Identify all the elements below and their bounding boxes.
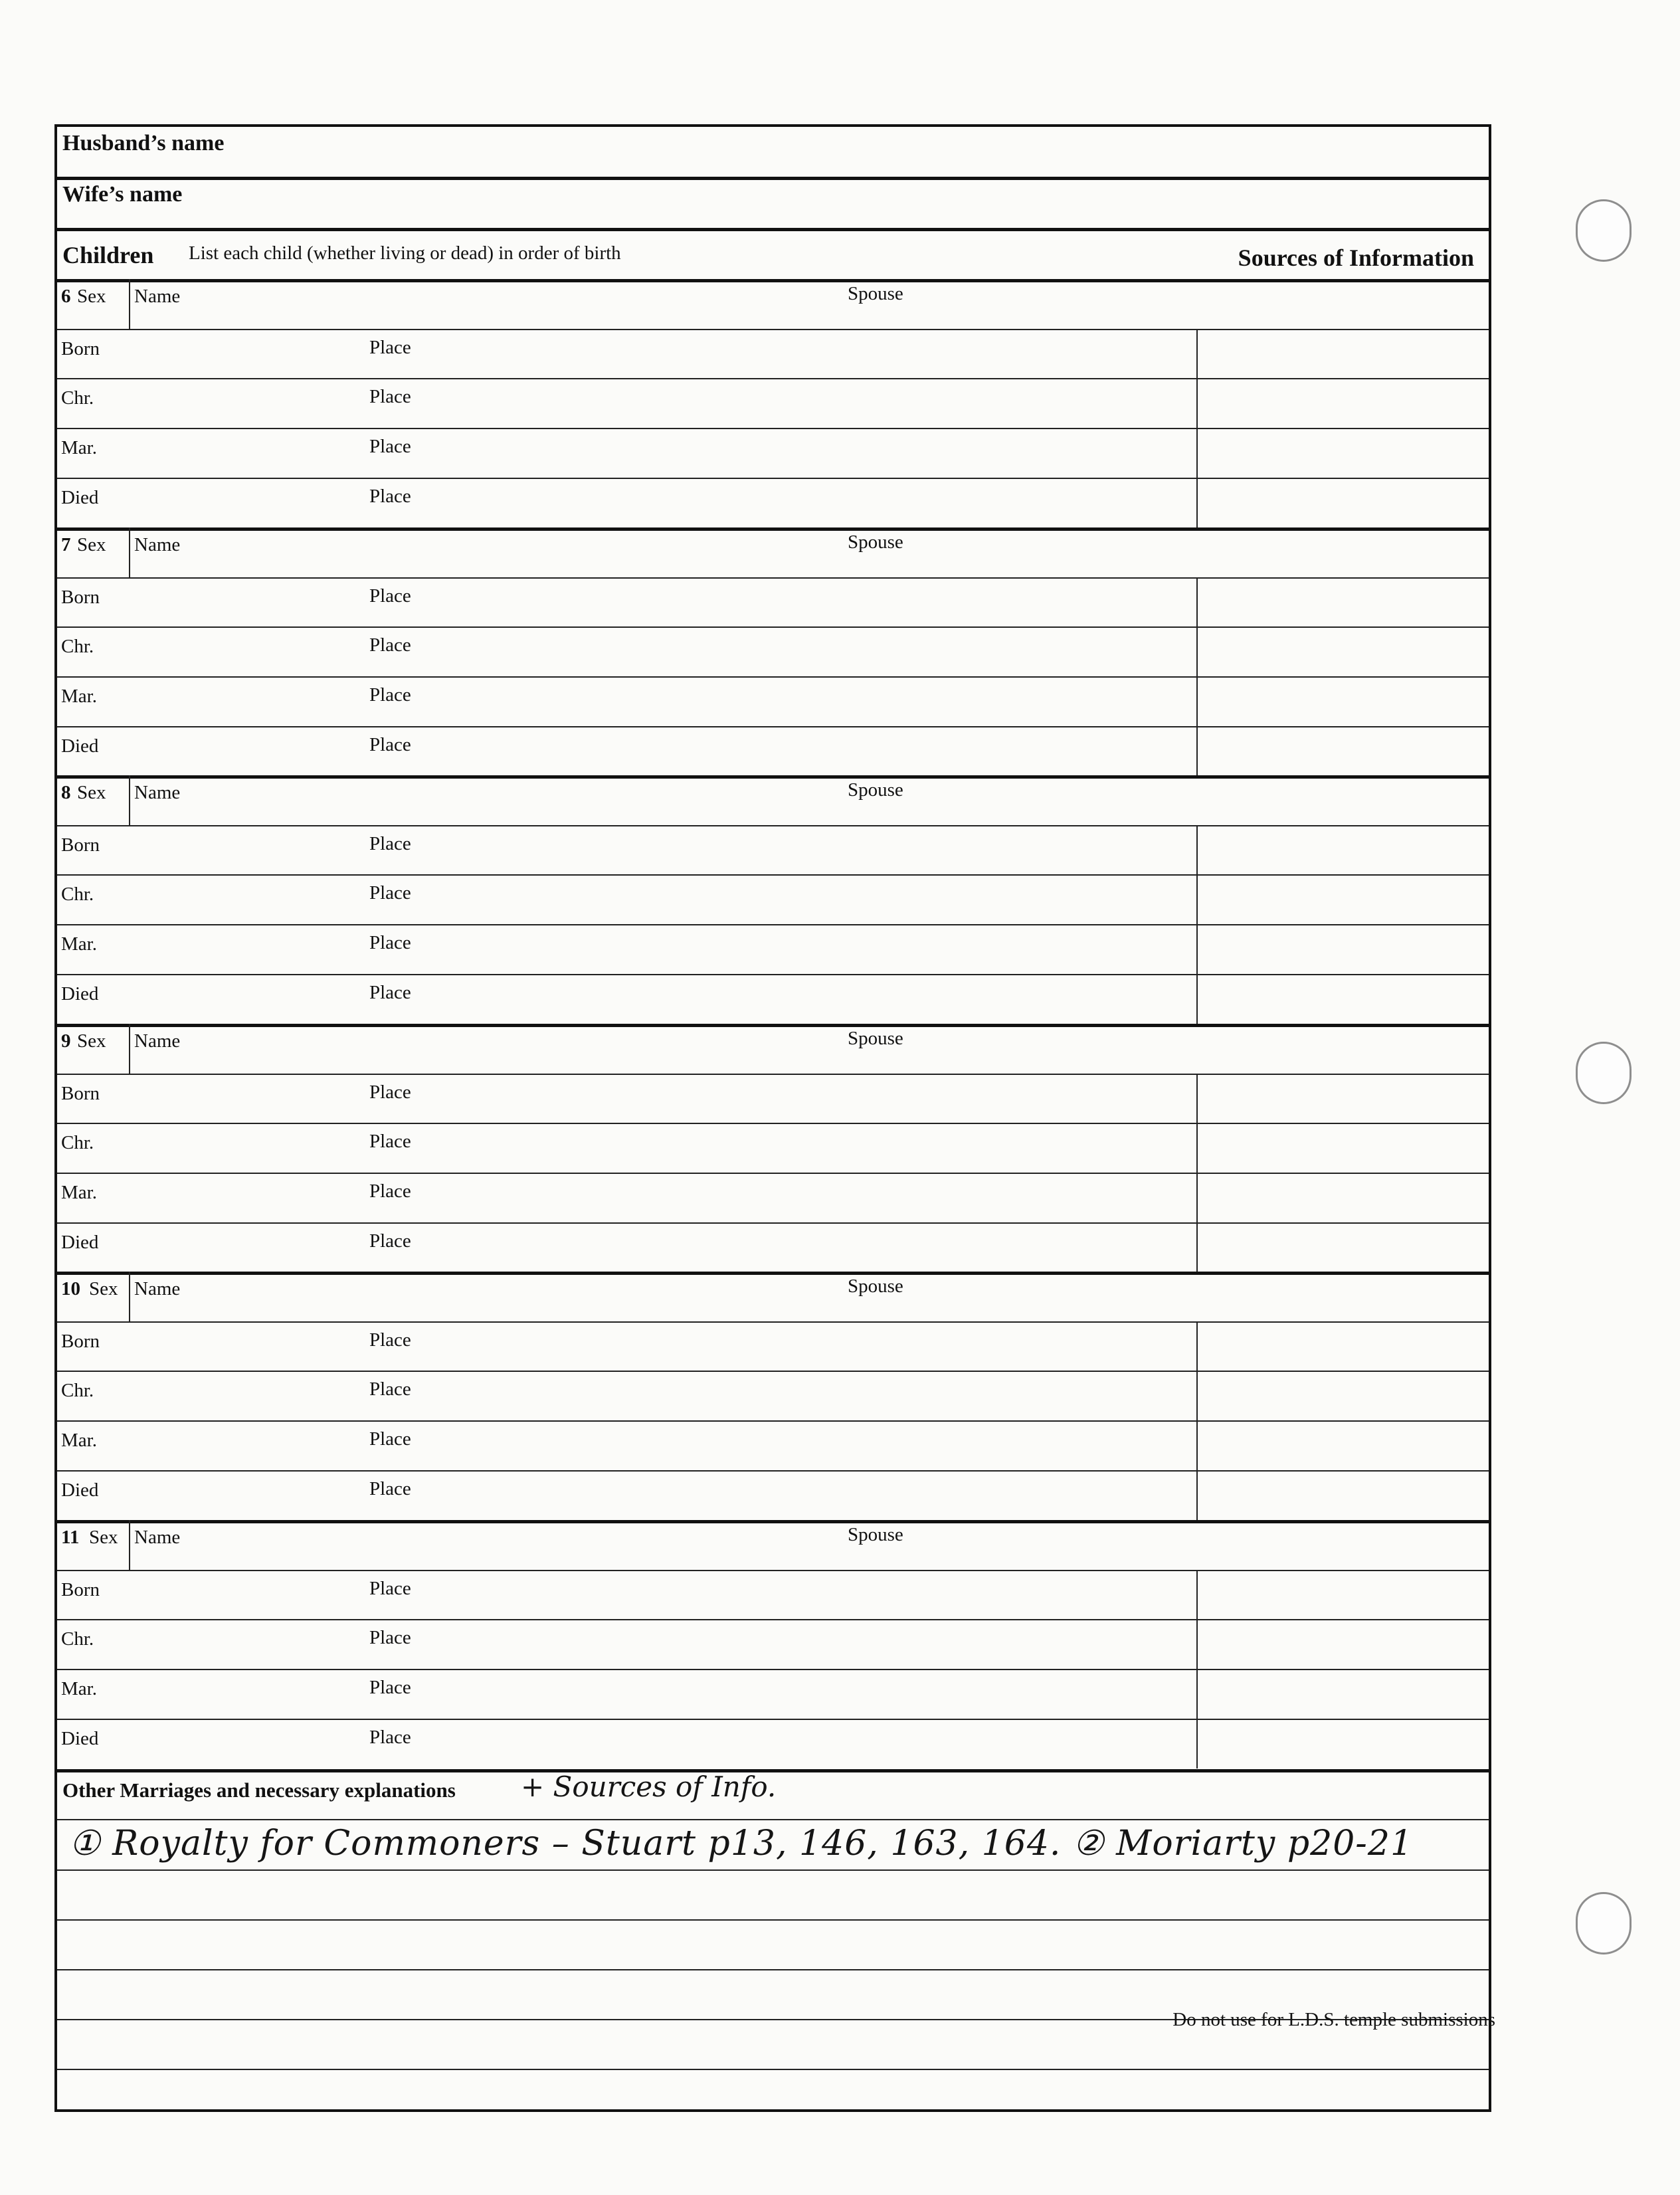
child-chr-place-field[interactable]: Place: [369, 386, 411, 407]
row-line: [57, 676, 1489, 678]
row-line: [57, 626, 1489, 628]
row-line: [57, 1222, 1489, 1224]
ruled-line: [57, 1869, 1489, 1871]
handwritten-sources-note: + Sources of Info.: [521, 1770, 777, 1803]
child-mar-place-field[interactable]: Place: [369, 1428, 411, 1450]
child-chr-label[interactable]: Chr.: [61, 387, 94, 409]
row-line: [57, 924, 1489, 925]
child-mar-label[interactable]: Mar.: [61, 1182, 97, 1203]
row-line: [57, 1570, 1489, 1571]
child-mar-place-field[interactable]: Place: [369, 436, 411, 457]
husband-name-label: Husband’s name: [62, 131, 225, 155]
child-mar-place-field[interactable]: Place: [369, 1181, 411, 1202]
child-mar-place-field[interactable]: Place: [369, 1677, 411, 1698]
child-mar-label[interactable]: Mar.: [61, 437, 97, 458]
child-born-label[interactable]: Born: [61, 834, 100, 856]
child-divider: [57, 527, 1489, 531]
ruled-line: [57, 1919, 1489, 1921]
row-line: [57, 1123, 1489, 1124]
child-chr-place-field[interactable]: Place: [369, 1379, 411, 1400]
child-name-field[interactable]: Name: [134, 1527, 181, 1548]
row-line: [57, 428, 1489, 429]
ruled-line: [57, 1969, 1489, 1970]
child-spouse-field[interactable]: Spouse: [848, 283, 903, 304]
row-line: [57, 1074, 1489, 1075]
row-line: [57, 1619, 1489, 1620]
wife-row[interactable]: [57, 178, 1489, 228]
child-number: 9: [61, 1030, 71, 1052]
child-died-label[interactable]: Died: [61, 983, 99, 1004]
child-number: 10: [61, 1278, 80, 1299]
children-header: [57, 229, 1489, 279]
children-label: Children: [62, 242, 154, 268]
sources-column-divider: [1196, 577, 1198, 776]
footer-note: Do not use for L.D.S. temple submissions: [1172, 2009, 1495, 2030]
child-died-label[interactable]: Died: [61, 1728, 99, 1749]
wife-name-label: Wife’s name: [62, 182, 183, 207]
child-born-label[interactable]: Born: [61, 338, 100, 359]
row-line: [57, 577, 1489, 579]
child-number: 6: [61, 286, 71, 307]
child-born-place-field[interactable]: Place: [369, 1578, 411, 1599]
sources-column-divider: [1196, 1074, 1198, 1272]
ruled-line: [57, 1819, 1489, 1820]
sex-divider: [129, 775, 130, 825]
sources-of-information-label: Sources of Information: [1238, 244, 1474, 271]
child-born-place-field[interactable]: Place: [369, 337, 411, 358]
child-born-place-field[interactable]: Place: [369, 585, 411, 607]
child-name-field[interactable]: Name: [134, 1278, 181, 1299]
row-line: [57, 478, 1489, 479]
sex-divider: [129, 1520, 130, 1570]
binder-hole-bottom: [1576, 1892, 1632, 1955]
other-marriages-label: Other Marriages and necessary explanations: [62, 1778, 456, 1802]
row-line: [57, 1420, 1489, 1422]
child-sex-label: Sex: [77, 534, 106, 555]
row-line: [57, 1371, 1489, 1372]
row-line: [57, 825, 1489, 826]
child-mar-label[interactable]: Mar.: [61, 933, 97, 955]
child-died-place-field[interactable]: Place: [369, 734, 411, 755]
child-chr-label[interactable]: Chr.: [61, 636, 94, 657]
child-spouse-field[interactable]: Spouse: [848, 779, 903, 801]
child-died-place-field[interactable]: Place: [369, 486, 411, 507]
child-sex-label: Sex: [77, 286, 106, 307]
child-divider: [57, 1024, 1489, 1027]
husband-row[interactable]: [57, 127, 1489, 177]
row-line: [57, 1470, 1489, 1472]
child-chr-label[interactable]: Chr.: [61, 884, 94, 905]
child-divider: [57, 1272, 1489, 1275]
sources-column-divider: [1196, 329, 1198, 527]
ruled-line: [57, 2069, 1489, 2070]
sex-divider: [129, 527, 130, 577]
sources-column-divider: [1196, 825, 1198, 1024]
child-divider: [57, 775, 1489, 779]
child-spouse-field[interactable]: Spouse: [848, 1276, 903, 1297]
child-sex-label: Sex: [77, 782, 106, 803]
child-mar-label[interactable]: Mar.: [61, 1430, 97, 1451]
row-line: [57, 874, 1489, 876]
child-sex-label: Sex: [89, 1278, 118, 1299]
child-mar-label[interactable]: Mar.: [61, 1678, 97, 1699]
child-block: [57, 775, 1489, 1024]
sex-divider: [129, 1272, 130, 1321]
child-born-place-field[interactable]: Place: [369, 833, 411, 854]
sex-divider: [129, 1024, 130, 1074]
child-name-field[interactable]: Name: [134, 1030, 181, 1052]
child-name-field[interactable]: Name: [134, 782, 181, 803]
child-died-place-field[interactable]: Place: [369, 1478, 411, 1499]
child-block: [57, 1024, 1489, 1272]
child-chr-place-field[interactable]: Place: [369, 1627, 411, 1648]
child-born-place-field[interactable]: Place: [369, 1329, 411, 1351]
child-name-field[interactable]: Name: [134, 286, 181, 307]
sources-column-divider: [1196, 1570, 1198, 1768]
child-born-label[interactable]: Born: [61, 1083, 100, 1104]
child-mar-label[interactable]: Mar.: [61, 686, 97, 707]
binder-hole-top: [1576, 199, 1632, 262]
child-divider: [57, 279, 1489, 282]
child-spouse-field[interactable]: Spouse: [848, 1524, 903, 1545]
child-sex-label: Sex: [77, 1030, 106, 1052]
child-chr-label[interactable]: Chr.: [61, 1628, 94, 1650]
child-chr-place-field[interactable]: Place: [369, 882, 411, 904]
child-mar-place-field[interactable]: Place: [369, 684, 411, 706]
row-line: [57, 1321, 1489, 1323]
children-instruction: List each child (whether living or dead) in order of birth: [189, 242, 621, 264]
child-number: 7: [61, 534, 71, 555]
row-line: [57, 726, 1489, 727]
child-died-place-field[interactable]: Place: [369, 1727, 411, 1748]
child-spouse-field[interactable]: Spouse: [848, 531, 903, 553]
child-mar-place-field[interactable]: Place: [369, 932, 411, 953]
row-line: [57, 329, 1489, 330]
child-spouse-field[interactable]: Spouse: [848, 1028, 903, 1049]
child-sex-label: Sex: [89, 1527, 118, 1548]
child-divider: [57, 1520, 1489, 1523]
row-line: [57, 1173, 1489, 1174]
row-line: [57, 1719, 1489, 1720]
child-chr-label[interactable]: Chr.: [61, 1132, 94, 1153]
row-line: [57, 378, 1489, 379]
child-died-place-field[interactable]: Place: [369, 982, 411, 1003]
child-born-label[interactable]: Born: [61, 1579, 100, 1600]
child-block: [57, 1272, 1489, 1520]
child-born-label[interactable]: Born: [61, 1331, 100, 1352]
child-born-label[interactable]: Born: [61, 587, 100, 608]
sex-divider: [129, 279, 130, 329]
other-marriages-section: [57, 1770, 1489, 2103]
handwritten-explanation-line: ① Royalty for Commoners – Stuart p13, 146, 163, 164. ② Moriarty p20-21: [69, 1824, 1414, 1863]
child-born-place-field[interactable]: Place: [369, 1082, 411, 1103]
row-line: [57, 1669, 1489, 1670]
child-died-label[interactable]: Died: [61, 735, 99, 757]
binder-hole-middle: [1576, 1042, 1632, 1104]
child-block: [57, 1520, 1489, 1768]
child-number: 11: [61, 1527, 80, 1548]
child-chr-place-field[interactable]: Place: [369, 1131, 411, 1152]
child-died-label[interactable]: Died: [61, 1232, 99, 1253]
child-died-place-field[interactable]: Place: [369, 1230, 411, 1252]
child-chr-label[interactable]: Chr.: [61, 1380, 94, 1401]
sources-column-divider: [1196, 1321, 1198, 1520]
family-group-sheet: [54, 124, 1491, 2112]
child-number: 8: [61, 782, 71, 803]
child-died-label[interactable]: Died: [61, 1479, 99, 1501]
child-died-label[interactable]: Died: [61, 487, 99, 508]
child-block: [57, 527, 1489, 776]
row-line: [57, 974, 1489, 975]
child-chr-place-field[interactable]: Place: [369, 634, 411, 656]
child-block: [57, 279, 1489, 527]
child-name-field[interactable]: Name: [134, 534, 181, 555]
